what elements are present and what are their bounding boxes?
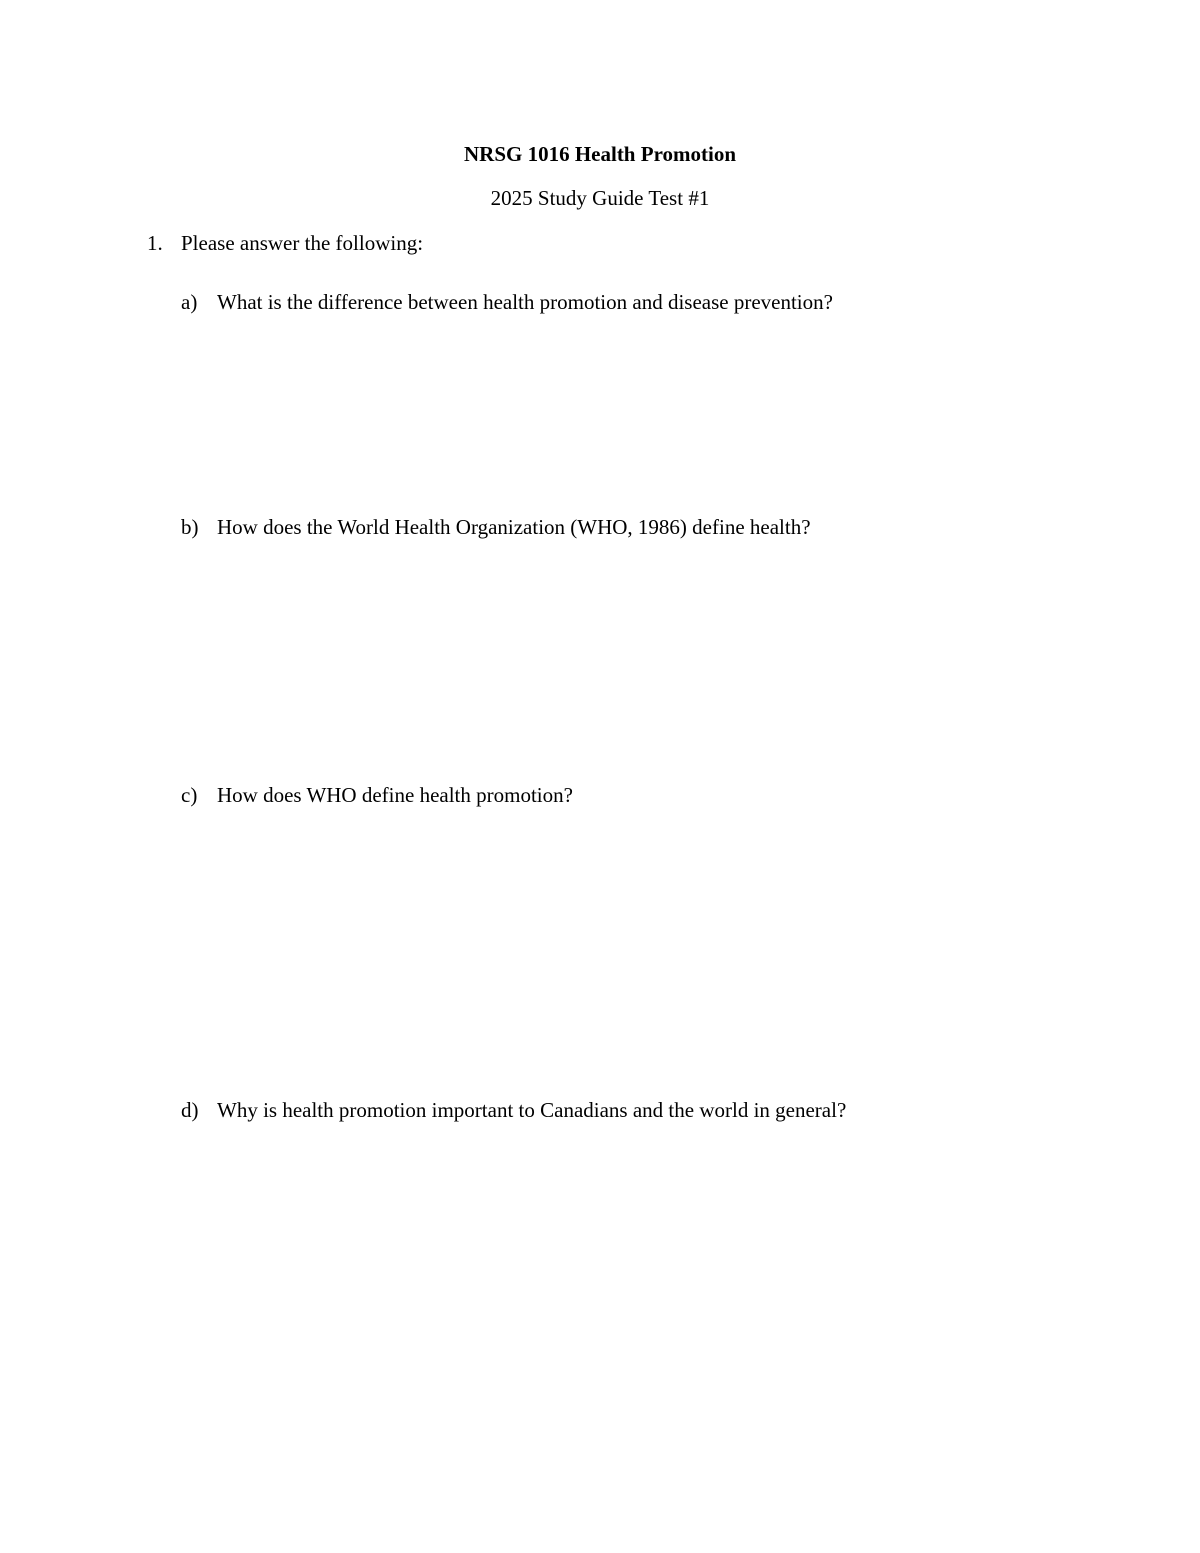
sub-question-letter: a) [181, 290, 198, 314]
sub-question-b [181, 515, 811, 540]
sub-question-c [181, 783, 573, 808]
sub-question-text: What is the difference between health promotion and disease prevention? [217, 290, 833, 314]
question-text: Please answer the following: [181, 231, 424, 255]
sub-question-text: How does WHO define health promotion? [217, 783, 573, 807]
question-number: 1. [147, 231, 163, 255]
sub-question-text: How does the World Health Organization (WHO, 1986) define health? [217, 515, 811, 539]
document-subtitle: 2025 Study Guide Test #1 [490, 186, 710, 210]
document-title: NRSG 1016 Health Promotion [463, 142, 737, 166]
question-1 [147, 231, 423, 256]
sub-question-text: Why is health promotion important to Canadians and the world in general? [217, 1098, 847, 1122]
sub-question-d [181, 1098, 846, 1123]
sub-question-a [181, 290, 833, 315]
sub-question-letter: b) [181, 515, 199, 539]
sub-question-letter: c) [181, 783, 198, 807]
sub-question-letter: d) [181, 1098, 199, 1122]
